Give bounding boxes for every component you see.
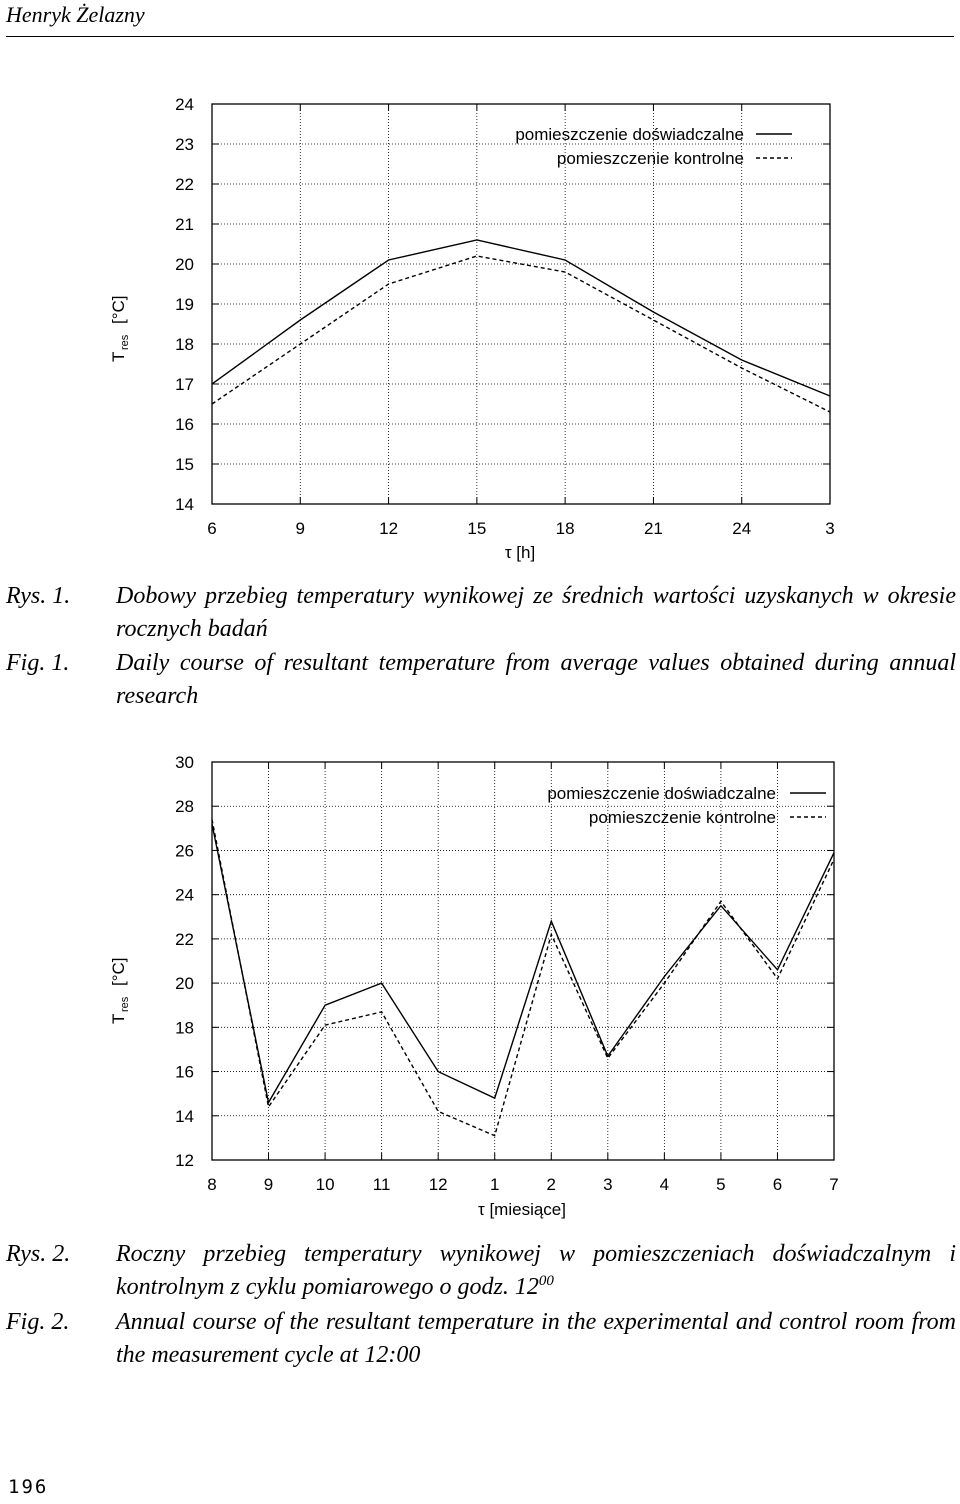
header-divider [6,36,954,37]
y-tick-label: 23 [175,135,194,154]
y-tick-label: 16 [175,415,194,434]
y-tick-label: 22 [175,175,194,194]
y-tick-label: 14 [175,1106,194,1126]
y-tick-label: 20 [175,974,194,994]
x-axis-label: τ [miesiące] [478,1200,566,1219]
figure2-text-pl [116,1238,956,1304]
y-tick-label: 22 [175,929,194,949]
y-tick-label: 12 [175,1151,194,1170]
legend-label: pomieszczenie doświadczalne [515,125,744,144]
y-tick-label: 17 [175,375,194,394]
figure2-text-pl-sup: 00 [538,1273,554,1289]
legend-label: pomieszczenie doświadczalne [547,784,776,803]
x-tick-label: 5 [716,1175,726,1194]
series-line-control [212,256,830,412]
figure2-text-pl-main: Roczny przebieg temperatury wynikowej w pomieszczeniach doświadczalnym i kontrolnym z cyklu pomiarowego o godz. 12 [116,1241,956,1300]
y-tick-label: 16 [175,1062,194,1082]
figure2-label-en: Fig. 2. [6,1309,70,1335]
x-tick-label: 9 [295,519,306,538]
y-tick-label: 20 [175,255,194,274]
y-axis-label-sub: res [119,334,131,350]
legend-label: pomieszczenie kontrolne [588,808,776,827]
y-axis-label-unit: [°C] [109,957,128,986]
chart-daily-course-svg [0,84,960,580]
y-axis-label [109,295,131,362]
y-tick-label: 14 [175,495,194,514]
y-tick-label: 24 [175,885,194,905]
x-tick-label: 3 [825,519,835,538]
figure1-label-en: Fig. 1. [6,650,70,676]
y-axis-label [109,957,131,1024]
y-axis-label-main: T [109,351,128,362]
figure1-label-pl: Rys. 1. [6,583,71,609]
series-line-experimental [212,824,834,1103]
x-tick-label: 8 [207,1175,217,1194]
x-tick-label: 12 [428,1175,448,1194]
page-number: 196 [8,1476,49,1498]
series-line-control [212,820,834,1136]
x-tick-label: 21 [643,519,663,538]
x-tick-label: 6 [772,1175,783,1194]
chart-daily-course [0,84,960,580]
x-tick-label: 11 [372,1175,391,1194]
x-tick-label: 3 [603,1175,613,1194]
x-tick-label: 4 [659,1175,670,1194]
figure1-text-en: Daily course of resultant temperature from average values obtained during annual research [116,650,956,709]
x-axis-label: τ [h] [504,543,536,562]
y-axis-label-main: T [109,1013,128,1024]
figure1-text-pl: Dobowy przebieg temperatury wynikowej ze średnich wartości uzyskanych w okresie rocznych badań [116,583,956,642]
chart-annual-course [0,748,960,1226]
y-tick-label: 18 [175,335,194,354]
y-tick-label: 15 [175,455,194,474]
figure2-label-pl: Rys. 2. [6,1241,71,1267]
y-tick-label: 24 [175,95,194,114]
x-tick-label: 7 [829,1175,839,1194]
y-tick-label: 30 [175,753,194,772]
y-axis-label-unit: [°C] [109,295,128,324]
x-tick-label: 15 [467,519,487,538]
x-tick-label: 12 [379,519,399,538]
y-axis-label-sub: res [119,996,131,1012]
x-tick-label: 9 [263,1175,274,1194]
y-tick-label: 19 [175,295,194,314]
header-author: Henryk Żelazny [6,2,145,27]
x-tick-label: 1 [489,1175,500,1194]
x-tick-label: 24 [732,519,752,538]
figure2-text-en: Annual course of the resultant temperature in the experimental and control room from the measurement cycle at 12:00 [116,1309,956,1368]
x-tick-label: 6 [207,519,217,538]
chart-annual-course-svg [0,748,960,1226]
y-tick-label: 18 [175,1018,194,1038]
y-tick-label: 28 [175,797,194,817]
x-tick-label: 18 [555,519,575,538]
legend-label: pomieszczenie kontrolne [556,149,744,168]
x-tick-label: 10 [315,1175,335,1194]
x-tick-label: 2 [546,1175,557,1194]
y-tick-label: 21 [175,215,194,234]
y-tick-label: 26 [175,841,194,861]
